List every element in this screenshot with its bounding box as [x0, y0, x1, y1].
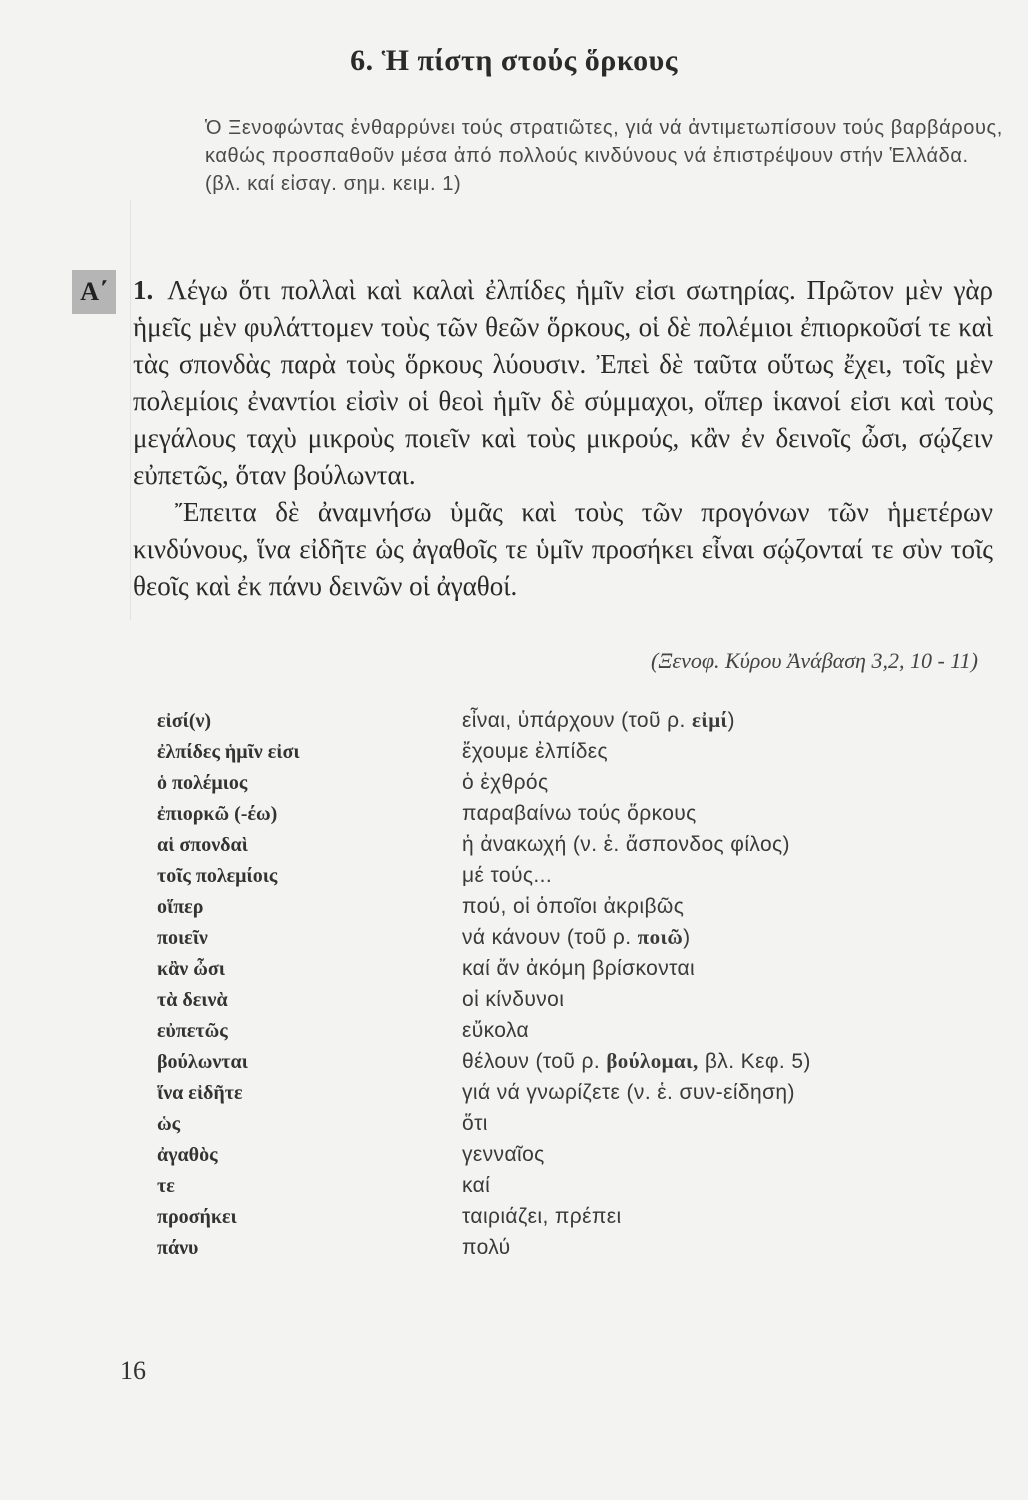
glossary-meaning-text: καί — [462, 1174, 491, 1197]
passage-paragraph-1-text: Λέγω ὅτι πολλαὶ καὶ καλαὶ ἐλπίδες ἡμῖν εἰσι σωτηρίας. Πρῶτον μὲν γὰρ ἡμεῖς μὲν φυλάττομεν τοὺς τῶν θεῶν ὅρκους, οἱ δὲ πολέμιοι ἐπιορκοῦσί τε καὶ τὰς σπονδὰς παρὰ τοὺς ὅρκους λύουσιν. Ἐπεὶ δὲ ταῦτα οὕτως ἔχει, τοῖς μὲν πολεμίοις ἐναντίοι εἰσὶν οἱ θεοὶ ἡμῖν δὲ σύμμαχοι, οἵπερ ἱκανοί εἰσι καὶ τοὺς μεγάλους ταχὺ μικροὺς ποιεῖν καὶ τοὺς μικρούς, κἂν ἐν δεινοῖς ὦσι, σῴζειν εὐπετῶς, ὅταν βούλωνται. — [133, 275, 993, 490]
glossary-term: τοῖς πολεμίοις — [157, 865, 278, 887]
glossary-meaning — [462, 894, 684, 919]
glossary-meaning — [462, 1080, 795, 1105]
glossary-meaning — [462, 801, 697, 826]
passage-paragraph-2: Ἔπειτα δὲ ἀναμνήσω ὑμᾶς καὶ τοὺς τῶν προγόνων τῶν ἡμετέρων κινδύνους, ἵνα εἰδῆτε ὡς ἀγαθοῖς τε ὑμῖν προσήκει εἶναι σῴζονταί τε σὺν τοῖς θεοῖς καὶ ἐκ πάνυ δεινῶν οἱ ἀγαθοί. — [133, 497, 993, 601]
glossary-meaning — [462, 987, 564, 1012]
glossary-meaning-text: ἡ ἀνακωχή (ν. ἑ. ἄσπονδος φίλος) — [462, 833, 790, 856]
glossary-meaning-text: πολύ — [462, 1236, 511, 1259]
glossary-meaning-suffix: ) — [727, 709, 735, 732]
glossary-meaning-text: θέλουν (τοῦ ρ. — [462, 1050, 607, 1073]
glossary-meaning — [462, 739, 608, 764]
glossary-term: ἐλπίδες ἡμῖν εἰσι — [157, 741, 300, 763]
glossary-term: ἵνα εἰδῆτε — [157, 1082, 243, 1104]
glossary-row — [157, 1012, 937, 1043]
glossary-term: προσήκει — [157, 1206, 237, 1228]
glossary-meaning-text: ἔχουμε ἐλπίδες — [462, 740, 609, 763]
page-edge-shadow — [130, 200, 131, 620]
glossary-meaning-text: ταιριάζει, πρέπει — [462, 1205, 622, 1228]
glossary-meaning — [462, 1049, 811, 1074]
glossary-meaning — [462, 1173, 490, 1198]
glossary-meaning-root-verb: εἰμί — [691, 708, 728, 732]
glossary-meaning-text: γενναῖος — [462, 1143, 545, 1166]
glossary-meaning — [462, 863, 552, 888]
glossary-meaning-text: μέ τούς... — [462, 864, 553, 887]
glossary-term: τε — [157, 1175, 175, 1197]
glossary-meaning-text: οἱ κίνδυνοι — [462, 988, 565, 1011]
glossary-term: τὰ δεινὰ — [157, 989, 228, 1011]
glossary-meaning-suffix: ) — [683, 926, 691, 949]
glossary-meaning-text: ὅτι — [462, 1112, 488, 1135]
glossary-meaning-root-verb: ποιῶ — [637, 925, 684, 949]
glossary-row — [157, 702, 937, 733]
glossary-term: εὐπετῶς — [157, 1020, 228, 1042]
glossary-row — [157, 950, 937, 981]
glossary-row — [157, 1167, 937, 1198]
glossary-term: ὁ πολέμιος — [157, 772, 248, 794]
glossary-meaning — [462, 832, 790, 857]
glossary-meaning — [462, 770, 549, 795]
glossary-meaning — [462, 925, 691, 950]
glossary-meaning — [462, 1111, 488, 1136]
glossary-meaning-suffix: βλ. Κεφ. 5) — [698, 1050, 811, 1073]
glossary-row — [157, 1074, 937, 1105]
section-marker: Α΄ — [72, 270, 116, 314]
vocabulary-glossary — [157, 702, 937, 1260]
glossary-row — [157, 1198, 937, 1229]
glossary-row — [157, 795, 937, 826]
glossary-term: κἂν ὦσι — [157, 958, 225, 980]
glossary-meaning-text: ὁ ἐχθρός — [462, 771, 549, 794]
page-number: 16 — [120, 1356, 146, 1385]
glossary-row — [157, 1105, 937, 1136]
glossary-row — [157, 826, 937, 857]
glossary-term: βούλωνται — [157, 1051, 248, 1073]
glossary-meaning — [462, 1204, 622, 1229]
chapter-title: 6. Ἡ πίστη στούς ὅρκους — [350, 44, 678, 77]
glossary-row — [157, 1043, 937, 1074]
glossary-row — [157, 1136, 937, 1167]
glossary-term: οἵπερ — [157, 896, 204, 918]
glossary-row — [157, 733, 937, 764]
glossary-meaning — [462, 1018, 529, 1043]
glossary-row — [157, 981, 937, 1012]
glossary-meaning — [462, 1142, 545, 1167]
glossary-term: ποιεῖν — [157, 927, 208, 949]
glossary-meaning — [462, 708, 735, 733]
glossary-row — [157, 919, 937, 950]
glossary-row — [157, 888, 937, 919]
glossary-term: πάνυ — [157, 1237, 199, 1259]
glossary-meaning-text: πού, οἱ ὁποῖοι ἀκριβῶς — [462, 895, 685, 918]
glossary-term: ὡς — [157, 1113, 181, 1135]
source-citation: (Ξενοφ. Κύρου Ἀνάβαση 3,2, 10 - 11) — [651, 648, 978, 673]
glossary-meaning-root-verb: βούλομαι, — [606, 1049, 699, 1073]
glossary-meaning-text: καί ἄν ἀκόμη βρίσκονται — [462, 957, 696, 980]
glossary-meaning-text: εἶναι, ὑπάρχουν (τοῦ ρ. — [462, 709, 692, 732]
glossary-term: ἀγαθὸς — [157, 1144, 218, 1166]
glossary-row — [157, 857, 937, 888]
passage-paragraph-1 — [133, 272, 993, 494]
glossary-meaning-text: παραβαίνω τούς ὅρκους — [462, 802, 697, 825]
glossary-meaning-text: νά κάνουν (τοῦ ρ. — [462, 926, 638, 949]
glossary-term: ἐπιορκῶ (-έω) — [157, 803, 278, 825]
glossary-meaning-text: γιά νά γνωρίζετε (ν. ἑ. συν-είδηση) — [462, 1081, 795, 1104]
chapter-introduction: Ὁ Ξενοφώντας ἐνθαρρύνει τούς στρατιῶτες, γιά νά ἀντιμετωπίσουν τούς βαρβάρους, καθώς προσπαθοῦν μέσα ἀπό πολλούς κινδύνους νά ἐπιστρέψουν στήν Ἑλλάδα. (βλ. καί εἰσαγ. σημ. κειμ. 1) — [205, 117, 1003, 195]
ancient-text-passage — [133, 272, 993, 605]
passage-number: 1. — [133, 275, 154, 305]
glossary-row — [157, 764, 937, 795]
glossary-meaning — [462, 1235, 511, 1260]
glossary-meaning — [462, 956, 695, 981]
glossary-term: εἰσί(ν) — [157, 710, 212, 732]
glossary-meaning-text: εὔκολα — [462, 1019, 530, 1042]
glossary-row — [157, 1229, 937, 1260]
glossary-term: αἱ σπονδαὶ — [157, 834, 248, 856]
